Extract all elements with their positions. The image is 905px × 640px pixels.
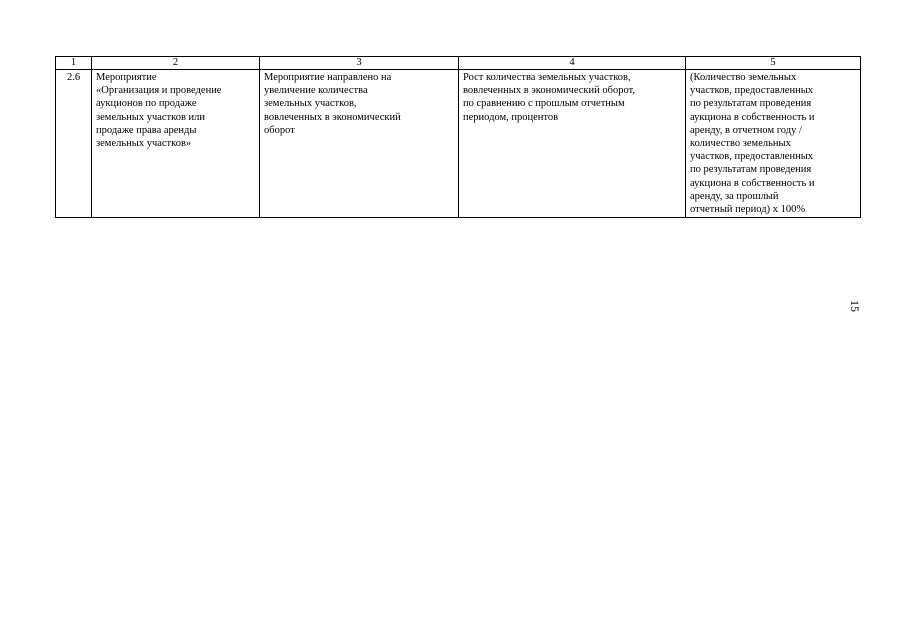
indicators-table [55,56,861,218]
formula-line: аукциона в собственность и [690,177,815,189]
indicator-line: вовлеченных в экономический оборот, [463,85,635,97]
formula-line: участков, предоставленных [690,151,814,163]
event-purpose-line: земельных участков, [264,98,357,110]
event-purpose-cell [260,70,459,218]
formula-cell [686,70,861,218]
column-header-2: 2 [92,57,260,70]
event-purpose-line: вовлеченных в экономический [264,111,401,123]
event-purpose-line: Мероприятие направлено на [264,72,392,83]
page-number: 15 [848,300,862,312]
event-name-line: продаже права аренды [96,124,197,136]
column-header-4: 4 [459,57,686,70]
row-number-cell: 2.6 [56,70,92,218]
table-header-row [56,57,861,70]
event-name-line: земельных участков или [96,111,206,123]
indicator-line: периодом, процентов [463,111,559,123]
event-name-line: «Организация и проведение [96,85,222,97]
formula-line: аренду, в отчетном году / [690,124,802,136]
formula-line: аукциона в собственность и [690,111,815,123]
event-purpose-line: увеличение количества [264,85,368,97]
formula-line: отчетный период) x 100% [690,204,806,216]
event-name-line: аукционов по продаже [96,98,197,110]
event-purpose-line: оборот [264,124,295,136]
event-name-cell [92,70,260,218]
formula-line: аренду, за прошлый [690,190,779,202]
column-header-3: 3 [260,57,459,70]
event-name-line: Мероприятие [96,72,157,83]
formula-line: по результатам проведения [690,164,812,176]
event-name-line: земельных участков» [96,138,192,150]
indicator-line: Рост количества земельных участков, [463,72,631,83]
column-header-5: 5 [686,57,861,70]
formula-line: (Количество земельных [690,72,797,83]
indicator-line: по сравнению с прошлым отчетным [463,98,625,110]
formula-line: участков, предоставленных [690,85,814,97]
formula-line: количество земельных [690,138,791,150]
table-row [56,70,861,218]
column-header-1: 1 [56,57,92,70]
indicator-cell [459,70,686,218]
formula-line: по результатам проведения [690,98,812,110]
